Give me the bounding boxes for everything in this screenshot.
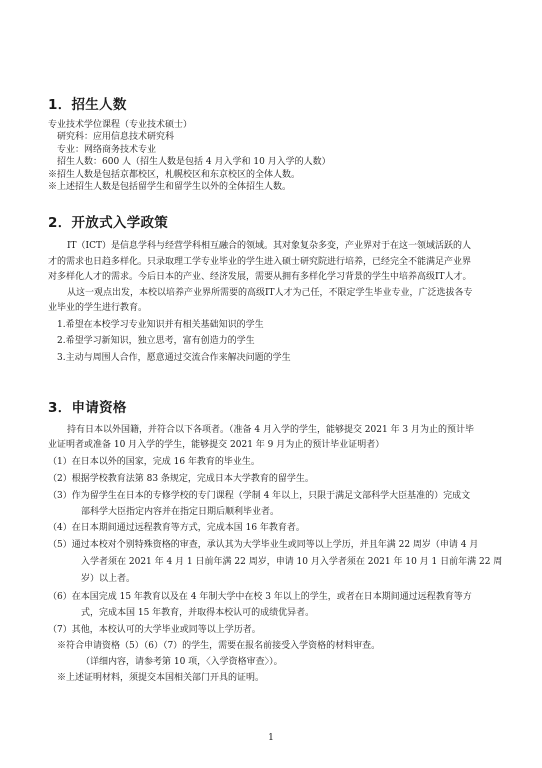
eligibility-note-detail: （详细内容，请参考第 10 项，〈入学资格审查〉）。 (81, 657, 283, 667)
eligibility-item: （1）在日本以外的国家，完成 16 年教育的毕业生。 (48, 457, 260, 467)
policy-paragraph-line: 对多样化人才的需求。今后日本的产业、经济发展，需要从拥有多样化学习背景的学生中培养高级IT人才。 (48, 272, 472, 282)
policy-list-item: 1.希望在本校学习专业知识并有相关基础知识的学生 (57, 320, 264, 330)
policy-paragraph-line: IT（ICT）是信息学科与经营学科相互融合的领域。其对象复杂多变，产业界对于在这一领域活跃的人 (67, 241, 472, 251)
section-heading-open-admission: 2．开放式入学政策 (48, 215, 169, 231)
eligibility-item-continued: 部科学大臣指定内容并在指定日期后顺利毕业者。 (81, 507, 280, 517)
policy-list-item: 3.主动与周围人合作，愿意通过交流合作来解决问题的学生 (57, 353, 291, 363)
eligibility-intro-line: 业证明者或准备 10 月入学的学生，能够提交 2021 年 9 月为止的预计毕业证明者） (48, 440, 385, 450)
eligibility-item: （4）在日本期间通过远程教育等方式，完成本国 16 年教育者。 (48, 523, 305, 533)
eligibility-note: ※符合申请资格（5）（6）（7）的学生，需要在报名前接受入学资格的材料审查。 (57, 641, 381, 651)
eligibility-item-continued: 入学者须在 2021 年 4 月 1 日前年满 22 周岁，申请 10 月入学者须在 2021 年 10 月 1 日前年满 22 周 (81, 557, 503, 567)
policy-paragraph-line: 才的需求也日趋多样化。只录取理工学专业毕业的学生进入硕士研究院进行培养，已经完全不能满足产业界 (48, 257, 472, 267)
eligibility-item: （7）其他，本校认可的大学毕业或同等以上学历者。 (48, 625, 261, 635)
section-heading-eligibility: 3．申请资格 (48, 400, 127, 416)
eligibility-item: （5）通过本校对个别特殊资格的审查，承认其为大学毕业生或同等以上学历，并且年满 22 周岁（申请 4 月 (48, 540, 479, 550)
major-line: 专业：网络商务技术专业 (57, 145, 157, 155)
eligibility-intro-line: 持有日本以外国籍，并符合以下各项者。（准备 4 月入学的学生，能够提交 2021 年 3 月为止的预计毕 (67, 425, 475, 435)
eligibility-item-continued: 岁）以上者。 (81, 574, 136, 584)
eligibility-item: （6）在本国完成 15 年教育以及在 4 年制大学中在校 3 年以上的学生，或者在日本期间通过远程教育等方 (48, 592, 472, 602)
page-number: 1 (268, 733, 274, 743)
eligibility-item: （2）根据学校教育法第 83 条规定，完成日本大学教育的留学生。 (48, 474, 314, 484)
enrollment-count-line: 招生人数：600 人（招生人数是包括 4 月入学和 10 月入学的人数） (57, 157, 331, 167)
policy-paragraph-line: 业毕业的学生进行教育。 (48, 303, 148, 313)
program-line: 专业技术学位课程（专业技术硕士） (48, 120, 193, 130)
international-note: ※上述招生人数是包括留学生和留学生以外的全体招生人数。 (48, 182, 292, 192)
policy-paragraph-line: 从这一观点出发，本校以培养产业界所需要的高级IT人才为己任，不限定学生毕业专业，广泛选拔各专 (67, 288, 473, 298)
campus-note: ※招生人数是包括京都校区，札幌校区和东京校区的全体人数。 (48, 170, 301, 180)
graduate-school-line: 研究科：应用信息技术研究科 (57, 132, 175, 142)
eligibility-item: （3）作为留学生在日本的专修学校的专门课程（学制 4 年以上，只限于满足文部科学大臣基准的）完成文 (48, 491, 471, 501)
policy-list-item: 2.希望学习新知识，独立思考，富有创造力的学生 (57, 336, 255, 346)
eligibility-note: ※上述证明材料，须提交本国相关部门开具的证明。 (57, 673, 265, 683)
eligibility-item-continued: 式，完成本国 15 年教育，并取得本校认可的成绩优异者。 (81, 608, 315, 618)
section-heading-enrollment: 1．招生人数 (48, 97, 127, 113)
